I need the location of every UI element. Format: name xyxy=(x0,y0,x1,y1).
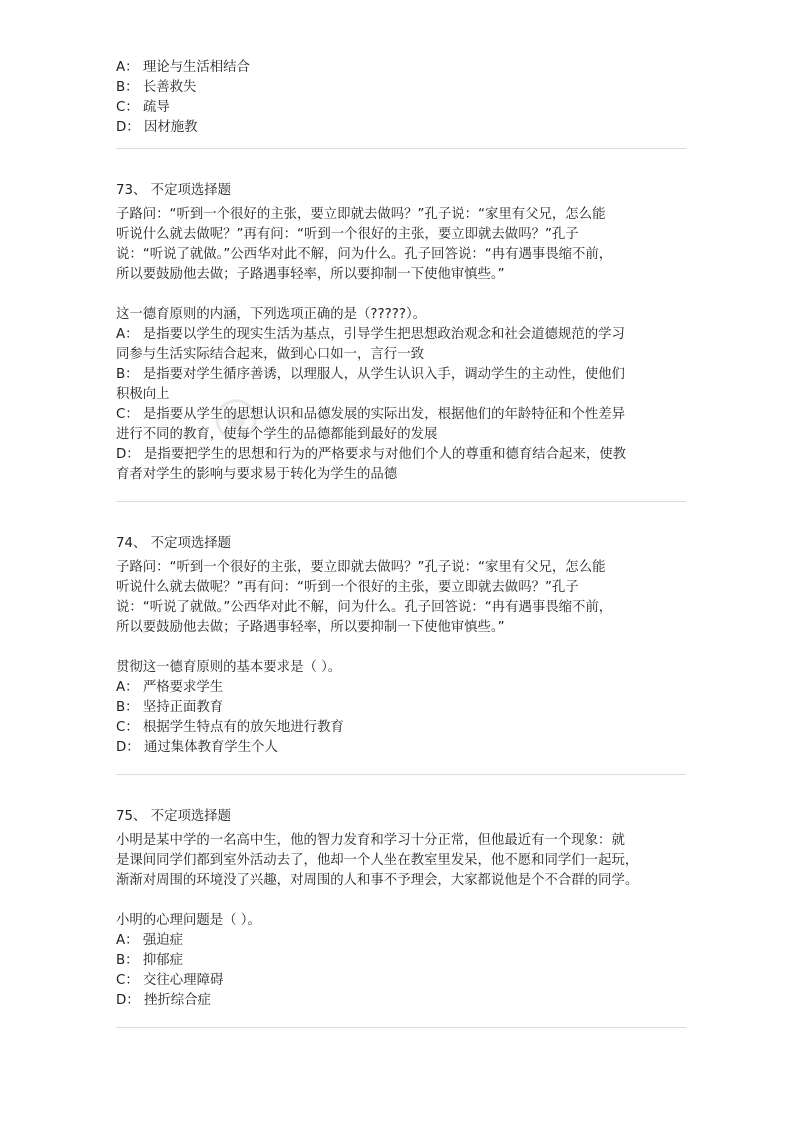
question-stem-line: 小明是某中学的一名高中生，他的智力发育和学习十分正常，但他最近有一个现象：就 xyxy=(116,833,625,848)
question-stem-line: 渐渐对周围的环境没了兴趣，对周围的人和事不予理会，大家都说他是个不合群的同学。 xyxy=(116,873,639,888)
question-74 xyxy=(116,534,686,758)
option-d-line-cont[interactable]: 育者对学生的影响与要求易于转化为学生的品德 xyxy=(116,467,398,482)
option-d-line[interactable]: D： 是指要把学生的思想和行为的严格要求与对他们个人的尊重和德育结合起来，使教 xyxy=(116,447,627,462)
option-a-line-cont[interactable]: 同参与生活实际结合起来，做到心口如一，言行一致 xyxy=(116,347,424,362)
q72-option-c[interactable]: C： 疏导 xyxy=(116,100,170,115)
q72-option-a[interactable]: A： 理论与生活相结合 xyxy=(116,60,250,75)
option-b-line[interactable]: B： 是指要对学生循序善诱，以理服人，从学生认识入手，调动学生的主动性，使他们 xyxy=(116,367,625,382)
question-stem-line: 说：“听说了就做。”公西华对此不解，问为什么。孔子回答说：“冉有遇事畏缩不前， xyxy=(116,600,613,615)
q72-option-d[interactable]: D： 因材施教 xyxy=(116,120,198,135)
option-d[interactable]: D： 通过集体教育学生个人 xyxy=(116,740,278,755)
q72-options xyxy=(116,58,686,138)
document-page xyxy=(116,58,686,1028)
question-stem-line: 子路问：“听到一个很好的主张，要立即就去做吗？”孔子说：“家里有父兄，怎么能 xyxy=(116,207,606,222)
question-title: 73、 不定项选择题 xyxy=(116,183,232,198)
question-75 xyxy=(116,807,686,1011)
question-stem-line: 所以要鼓励他去做；子路遇事轻率，所以要抑制一下使他审慎些。” xyxy=(116,267,505,282)
question-prompt: 这一德育原则的内涵，下列选项正确的是（?????）。 xyxy=(116,307,427,322)
option-c-line[interactable]: C： 是指要从学生的思想认识和品德发展的实际出发，根据他们的年龄特征和个性差异 xyxy=(116,407,626,422)
question-title: 74、 不定项选择题 xyxy=(116,536,232,551)
divider xyxy=(116,1027,686,1028)
question-title: 75、 不定项选择题 xyxy=(116,809,232,824)
option-b[interactable]: B： 抑郁症 xyxy=(116,953,184,968)
option-b-line-cont[interactable]: 积极向上 xyxy=(116,387,170,402)
option-a[interactable]: A： 严格要求学生 xyxy=(116,680,224,695)
option-c[interactable]: C： 交往心理障碍 xyxy=(116,973,224,988)
option-c-line-cont[interactable]: 进行不同的教育，使每个学生的品德都能到最好的发展 xyxy=(116,427,438,442)
option-b[interactable]: B： 坚持正面教育 xyxy=(116,700,224,715)
question-stem-line: 子路问：“听到一个很好的主张，要立即就去做吗？”孔子说：“家里有父兄，怎么能 xyxy=(116,560,606,575)
question-73 xyxy=(116,181,686,485)
option-c[interactable]: C： 根据学生特点有的放矢地进行教育 xyxy=(116,720,344,735)
option-d[interactable]: D： 挫折综合症 xyxy=(116,993,211,1008)
option-a[interactable]: A： 强迫症 xyxy=(116,933,183,948)
question-stem-line: 听说什么就去做呢？”再有问：“听到一个很好的主张，要立即就去做吗？”孔子 xyxy=(116,580,579,595)
q72-option-b[interactable]: B： 长善救失 xyxy=(116,80,197,95)
option-a-line[interactable]: A： 是指要以学生的现实生活为基点，引导学生把思想政治观念和社会道德规范的学习 xyxy=(116,327,625,342)
question-stem-line: 听说什么就去做呢？”再有问：“听到一个很好的主张，要立即就去做吗？”孔子 xyxy=(116,227,579,242)
question-prompt: 小明的心理问题是（ ）。 xyxy=(116,913,261,928)
question-prompt: 贯彻这一德育原则的基本要求是（ ）。 xyxy=(116,660,342,675)
question-stem-line: 所以要鼓励他去做；子路遇事轻率，所以要抑制一下使他审慎些。” xyxy=(116,620,505,635)
question-stem-line: 是课间同学们都到室外活动去了，他却一个人坐在教室里发呆，他不愿和同学们一起玩， xyxy=(116,853,639,868)
question-stem-line: 说：“听说了就做。”公西华对此不解，问为什么。孔子回答说：“冉有遇事畏缩不前， xyxy=(116,247,613,262)
